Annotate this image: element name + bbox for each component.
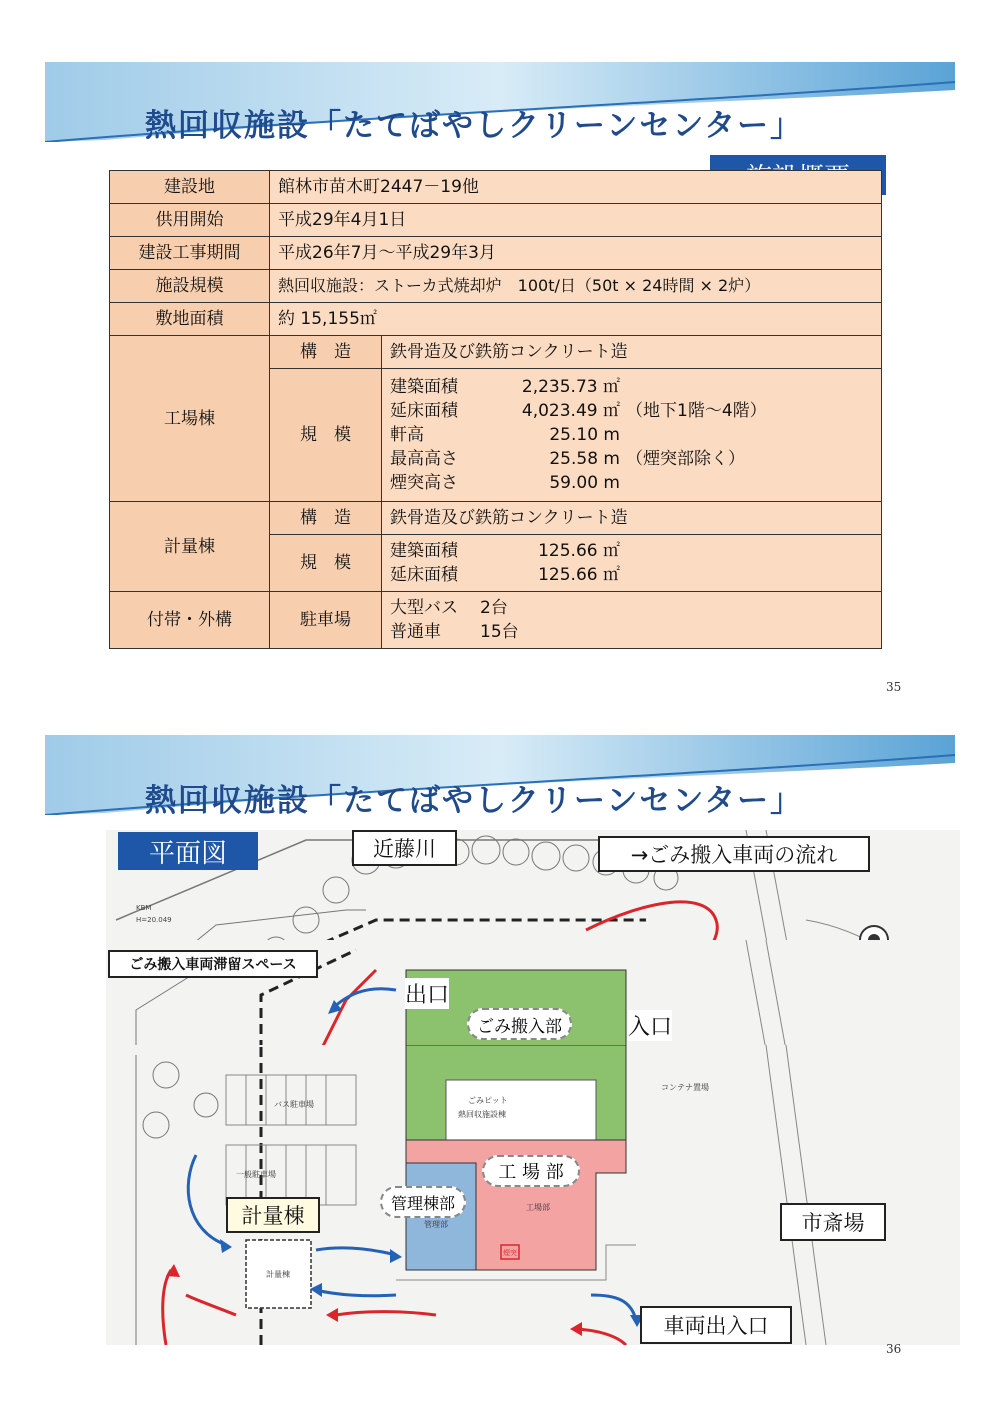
slide1-title: 熱回収施設「たてばやしクリーンセンター」 [145, 108, 804, 144]
river-label: 近藤川 [352, 830, 457, 866]
extra-label: 付帯・外構 [110, 592, 270, 649]
period-label: 建設工事期間 [110, 237, 270, 270]
list-item [390, 447, 873, 471]
table-row [110, 592, 882, 649]
list-item [390, 471, 873, 495]
admin-area-label: 管理棟部 [380, 1186, 466, 1218]
bm-code: KBM [136, 904, 152, 912]
size-value: 59.00 m [549, 473, 620, 493]
weigh-size-label: 規 模 [270, 535, 382, 592]
list-item [390, 596, 873, 620]
intake-label: ごみ搬入部 [467, 1008, 572, 1040]
size-value: 4,023.49 ㎡ [521, 401, 620, 421]
list-item [390, 423, 873, 447]
waiting-space-label: ごみ搬入車両滞留スペース [108, 950, 318, 978]
table-row [110, 270, 882, 303]
list-item [390, 539, 873, 563]
size-key: 建築面積 [390, 377, 458, 397]
scale-value: 熱回収施設：ストーカ式焼却炉 100t/日（50t × 24時間 × 2炉） [270, 270, 882, 303]
weigh-structure-label: 構 造 [270, 502, 382, 535]
factory-label: 工場棟 [110, 336, 270, 502]
bus-parking-label: バス駐車場 [274, 1100, 314, 1109]
page-number: 35 [886, 680, 902, 694]
size-key: 建築面積 [390, 541, 458, 561]
facility-spec-table [109, 170, 882, 649]
factory-size-list [382, 369, 882, 502]
factory-structure-value: 鉄骨造及び鉄筋コンクリート造 [382, 336, 882, 369]
weigh-structure-value: 鉄骨造及び鉄筋コンクリート造 [382, 502, 882, 535]
factory-size-label: 規 模 [270, 369, 382, 502]
weigh-building-label: 計量棟 [226, 1197, 320, 1233]
table-row [110, 303, 882, 336]
pit-small-label: ごみピット [468, 1096, 508, 1105]
site-value: 館林市苗木町2447－19他 [270, 171, 882, 204]
slide1-banner [45, 62, 955, 142]
open-value: 平成29年4月1日 [270, 204, 882, 237]
funeral-hall-label: 市斎場 [780, 1203, 886, 1241]
size-value: 25.58 m [549, 449, 620, 469]
parking-label: 駐車場 [270, 592, 382, 649]
factory-small-label: 工場部 [526, 1203, 550, 1212]
car-parking-label: 一般駐車場 [236, 1170, 276, 1179]
size-key: 延床面積 [390, 565, 458, 585]
parking-value: 15台 [480, 622, 519, 642]
admin-small-label: 管理部 [424, 1220, 448, 1229]
period-value: 平成26年7月～平成29年3月 [270, 237, 882, 270]
parking-key: 普通車 [390, 622, 441, 642]
list-item [390, 375, 873, 399]
weigh-small-label: 計量棟 [266, 1270, 290, 1279]
chimney-label: 煙突 [503, 1249, 517, 1257]
exit-label: 出口 [405, 978, 449, 1009]
list-item [390, 563, 873, 587]
size-key: 煙突高さ [390, 473, 458, 493]
table-row [110, 171, 882, 204]
parking-list [382, 592, 882, 649]
size-note: （煙突部除く） [626, 449, 745, 469]
site-label: 建設地 [110, 171, 270, 204]
flow-legend: →ごみ搬入車両の流れ [598, 836, 870, 872]
open-label: 供用開始 [110, 204, 270, 237]
size-value: 125.66 ㎡ [538, 541, 620, 561]
size-key: 軒高 [390, 425, 424, 445]
size-key: 延床面積 [390, 401, 458, 421]
slide2-title: 熱回収施設「たてばやしクリーンセンター」 [145, 783, 804, 819]
plan-badge: 平面図 [118, 832, 258, 870]
size-key: 最高高さ [390, 449, 458, 469]
size-note: （地下1階～4階） [626, 401, 767, 421]
table-row [110, 237, 882, 270]
parking-key: 大型バス [390, 598, 458, 618]
weigh-label: 計量棟 [110, 502, 270, 592]
site-plan-main-drawing [106, 1045, 960, 1345]
factory-structure-label: 構 造 [270, 336, 382, 369]
list-item [390, 620, 873, 644]
size-value: 25.10 m [549, 425, 620, 445]
weigh-size-list [382, 535, 882, 592]
entrance-label: 入口 [628, 1010, 672, 1041]
table-row [110, 336, 882, 369]
list-item [390, 399, 873, 423]
factory-area-label: 工 場 部 [482, 1155, 580, 1187]
slide2-banner [45, 735, 955, 819]
scale-label: 施設規模 [110, 270, 270, 303]
vehicle-gate-label: 車両出入口 [640, 1306, 792, 1344]
pit-sub-label: 熱回収施設棟 [458, 1110, 506, 1119]
size-value: 2,235.73 ㎡ [521, 377, 620, 397]
table-row [110, 502, 882, 535]
bm-height: H=20.049 [136, 916, 172, 924]
parking-value: 2台 [480, 598, 508, 618]
size-value: 125.66 ㎡ [538, 565, 620, 585]
page-number: 36 [886, 1342, 902, 1356]
container-label: コンテナ置場 [661, 1083, 709, 1092]
table-row [110, 204, 882, 237]
area-value: 約 15,155㎡ [270, 303, 882, 336]
area-label: 敷地面積 [110, 303, 270, 336]
